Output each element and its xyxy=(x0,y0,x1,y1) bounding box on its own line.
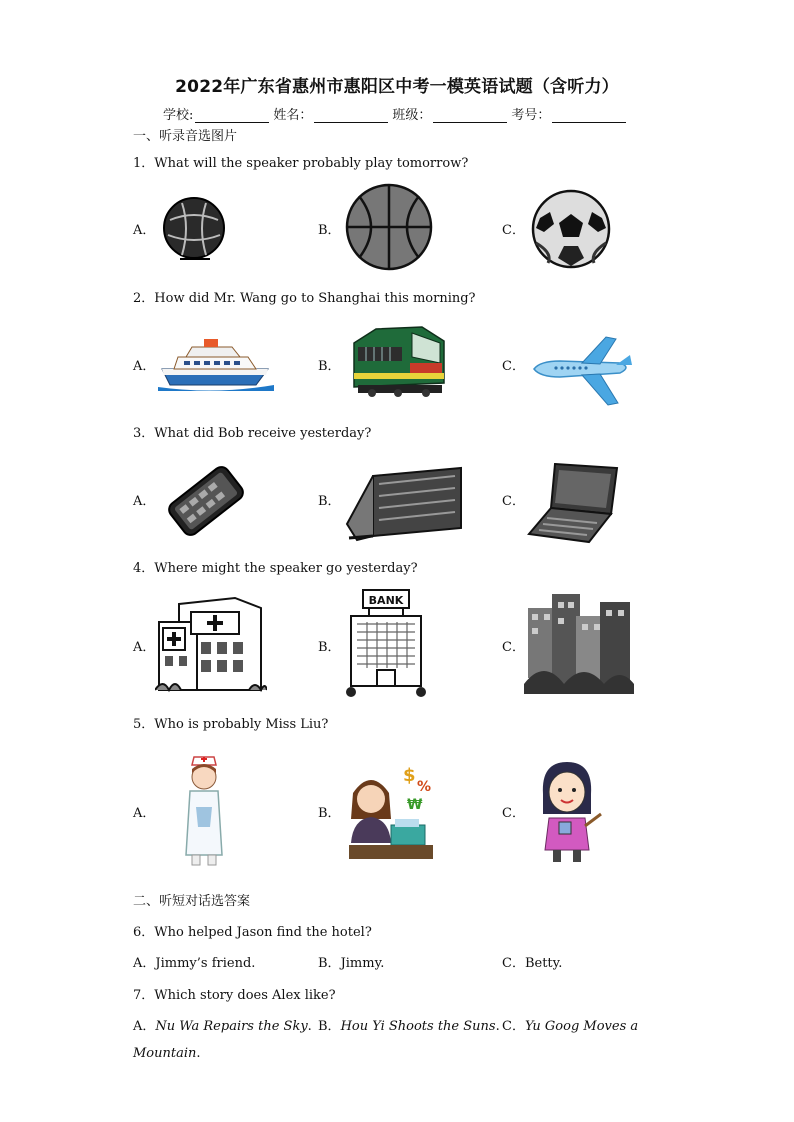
airplane-icon[interactable] xyxy=(530,333,634,409)
school-blank[interactable] xyxy=(195,108,269,123)
name-label: 姓名： xyxy=(273,108,313,123)
option-a-label: A． xyxy=(133,640,156,655)
option-c-label: C． xyxy=(502,494,525,509)
svg-text:₩: ₩ xyxy=(407,797,423,813)
option-text: Hou Yi Shoots the Suns xyxy=(340,1019,496,1034)
bank-icon[interactable] xyxy=(341,586,433,700)
mobile-phone-icon[interactable] xyxy=(156,460,256,542)
question-text: What will the speaker probably play tomorrow? xyxy=(154,156,469,171)
question-text: What did Bob receive yesterday? xyxy=(154,426,372,441)
option-c-label: C． xyxy=(502,640,525,655)
option-label: B． xyxy=(318,956,341,971)
question-text: Who helped Jason find the hotel? xyxy=(154,925,372,940)
option-text: Yu Goog Moves a xyxy=(524,1019,639,1034)
section-1-heading: 一、听录音选图片 xyxy=(133,129,238,144)
nurse-icon[interactable] xyxy=(178,755,230,867)
svg-text:BANK: BANK xyxy=(368,594,404,607)
option-b-label: B． xyxy=(318,640,341,655)
option-text: Nu Wa Repairs the Sky xyxy=(155,1019,308,1034)
question-number: 3． xyxy=(133,426,155,441)
option-text: Jimmy’s friend. xyxy=(155,956,256,971)
option-period: . xyxy=(495,1019,500,1034)
basketball-icon[interactable] xyxy=(343,182,435,272)
question-4 xyxy=(133,557,418,576)
option-c-label: C． xyxy=(502,359,525,374)
question-1 xyxy=(133,152,468,171)
class-blank[interactable] xyxy=(433,108,507,123)
option-a-label: A． xyxy=(133,494,156,509)
q6-option-c[interactable] xyxy=(502,952,562,971)
page-title: 2022年广东省惠州市惠阳区中考一模英语试题（含听力） xyxy=(175,77,619,97)
question-number: 6． xyxy=(133,925,155,940)
exam-number-label: 考号： xyxy=(511,108,551,123)
q7-option-a[interactable] xyxy=(133,1015,312,1034)
q6-option-a[interactable] xyxy=(133,952,255,971)
student-info-row xyxy=(163,104,630,123)
question-text: Which story does Alex like? xyxy=(154,988,336,1003)
school-label: 学校: xyxy=(163,108,194,123)
question-2 xyxy=(133,287,476,306)
question-3 xyxy=(133,422,371,441)
cashier-icon[interactable] xyxy=(345,763,435,861)
option-a-label: A． xyxy=(133,359,156,374)
question-text: How did Mr. Wang go to Shanghai this morning? xyxy=(154,291,476,306)
option-label: C． xyxy=(502,1019,525,1034)
question-number: 4． xyxy=(133,561,155,576)
svg-text:%: % xyxy=(417,779,432,795)
option-c-label: C． xyxy=(502,806,525,821)
option-label: B． xyxy=(318,1019,341,1034)
option-b-label: B． xyxy=(318,494,341,509)
option-period: . xyxy=(196,1046,201,1061)
option-b-label: B． xyxy=(318,806,341,821)
q7-option-c-continued xyxy=(133,1046,201,1061)
option-c-label: C． xyxy=(502,223,525,238)
hospital-icon[interactable] xyxy=(155,594,267,694)
svg-text:$: $ xyxy=(403,765,416,786)
q7-option-c[interactable] xyxy=(502,1015,638,1034)
question-7 xyxy=(133,984,336,1003)
option-label: A． xyxy=(133,1019,156,1034)
question-number: 5． xyxy=(133,717,155,732)
soccer-ball-icon[interactable] xyxy=(528,188,614,270)
train-icon[interactable] xyxy=(352,323,446,399)
ship-icon[interactable] xyxy=(156,335,276,393)
book-icon[interactable] xyxy=(343,462,467,542)
option-period: . xyxy=(307,1019,312,1034)
q6-option-b[interactable] xyxy=(318,952,384,971)
ball-icon[interactable] xyxy=(160,195,232,265)
option-label: C． xyxy=(502,956,525,971)
laptop-icon[interactable] xyxy=(525,458,623,544)
option-text: Jimmy. xyxy=(340,956,385,971)
section-2-heading: 二、听短对话选答案 xyxy=(133,894,251,909)
question-number: 2． xyxy=(133,291,155,306)
option-a-label: A． xyxy=(133,223,156,238)
teacher-icon[interactable] xyxy=(537,760,603,864)
option-text: Betty. xyxy=(524,956,563,971)
option-label: A． xyxy=(133,956,156,971)
q7-option-b[interactable] xyxy=(318,1015,500,1034)
question-number: 1． xyxy=(133,156,155,171)
option-b-label: B． xyxy=(318,359,341,374)
name-blank[interactable] xyxy=(314,108,388,123)
class-label: 班级： xyxy=(392,108,432,123)
option-text: Mountain xyxy=(133,1046,197,1061)
option-a-label: A． xyxy=(133,806,156,821)
city-buildings-icon[interactable] xyxy=(524,588,634,694)
exam-number-blank[interactable] xyxy=(552,108,626,123)
question-text: Where might the speaker go yesterday? xyxy=(154,561,418,576)
question-5 xyxy=(133,713,328,732)
question-text: Who is probably Miss Liu? xyxy=(154,717,329,732)
question-6 xyxy=(133,921,372,940)
question-number: 7． xyxy=(133,988,155,1003)
option-b-label: B． xyxy=(318,223,341,238)
